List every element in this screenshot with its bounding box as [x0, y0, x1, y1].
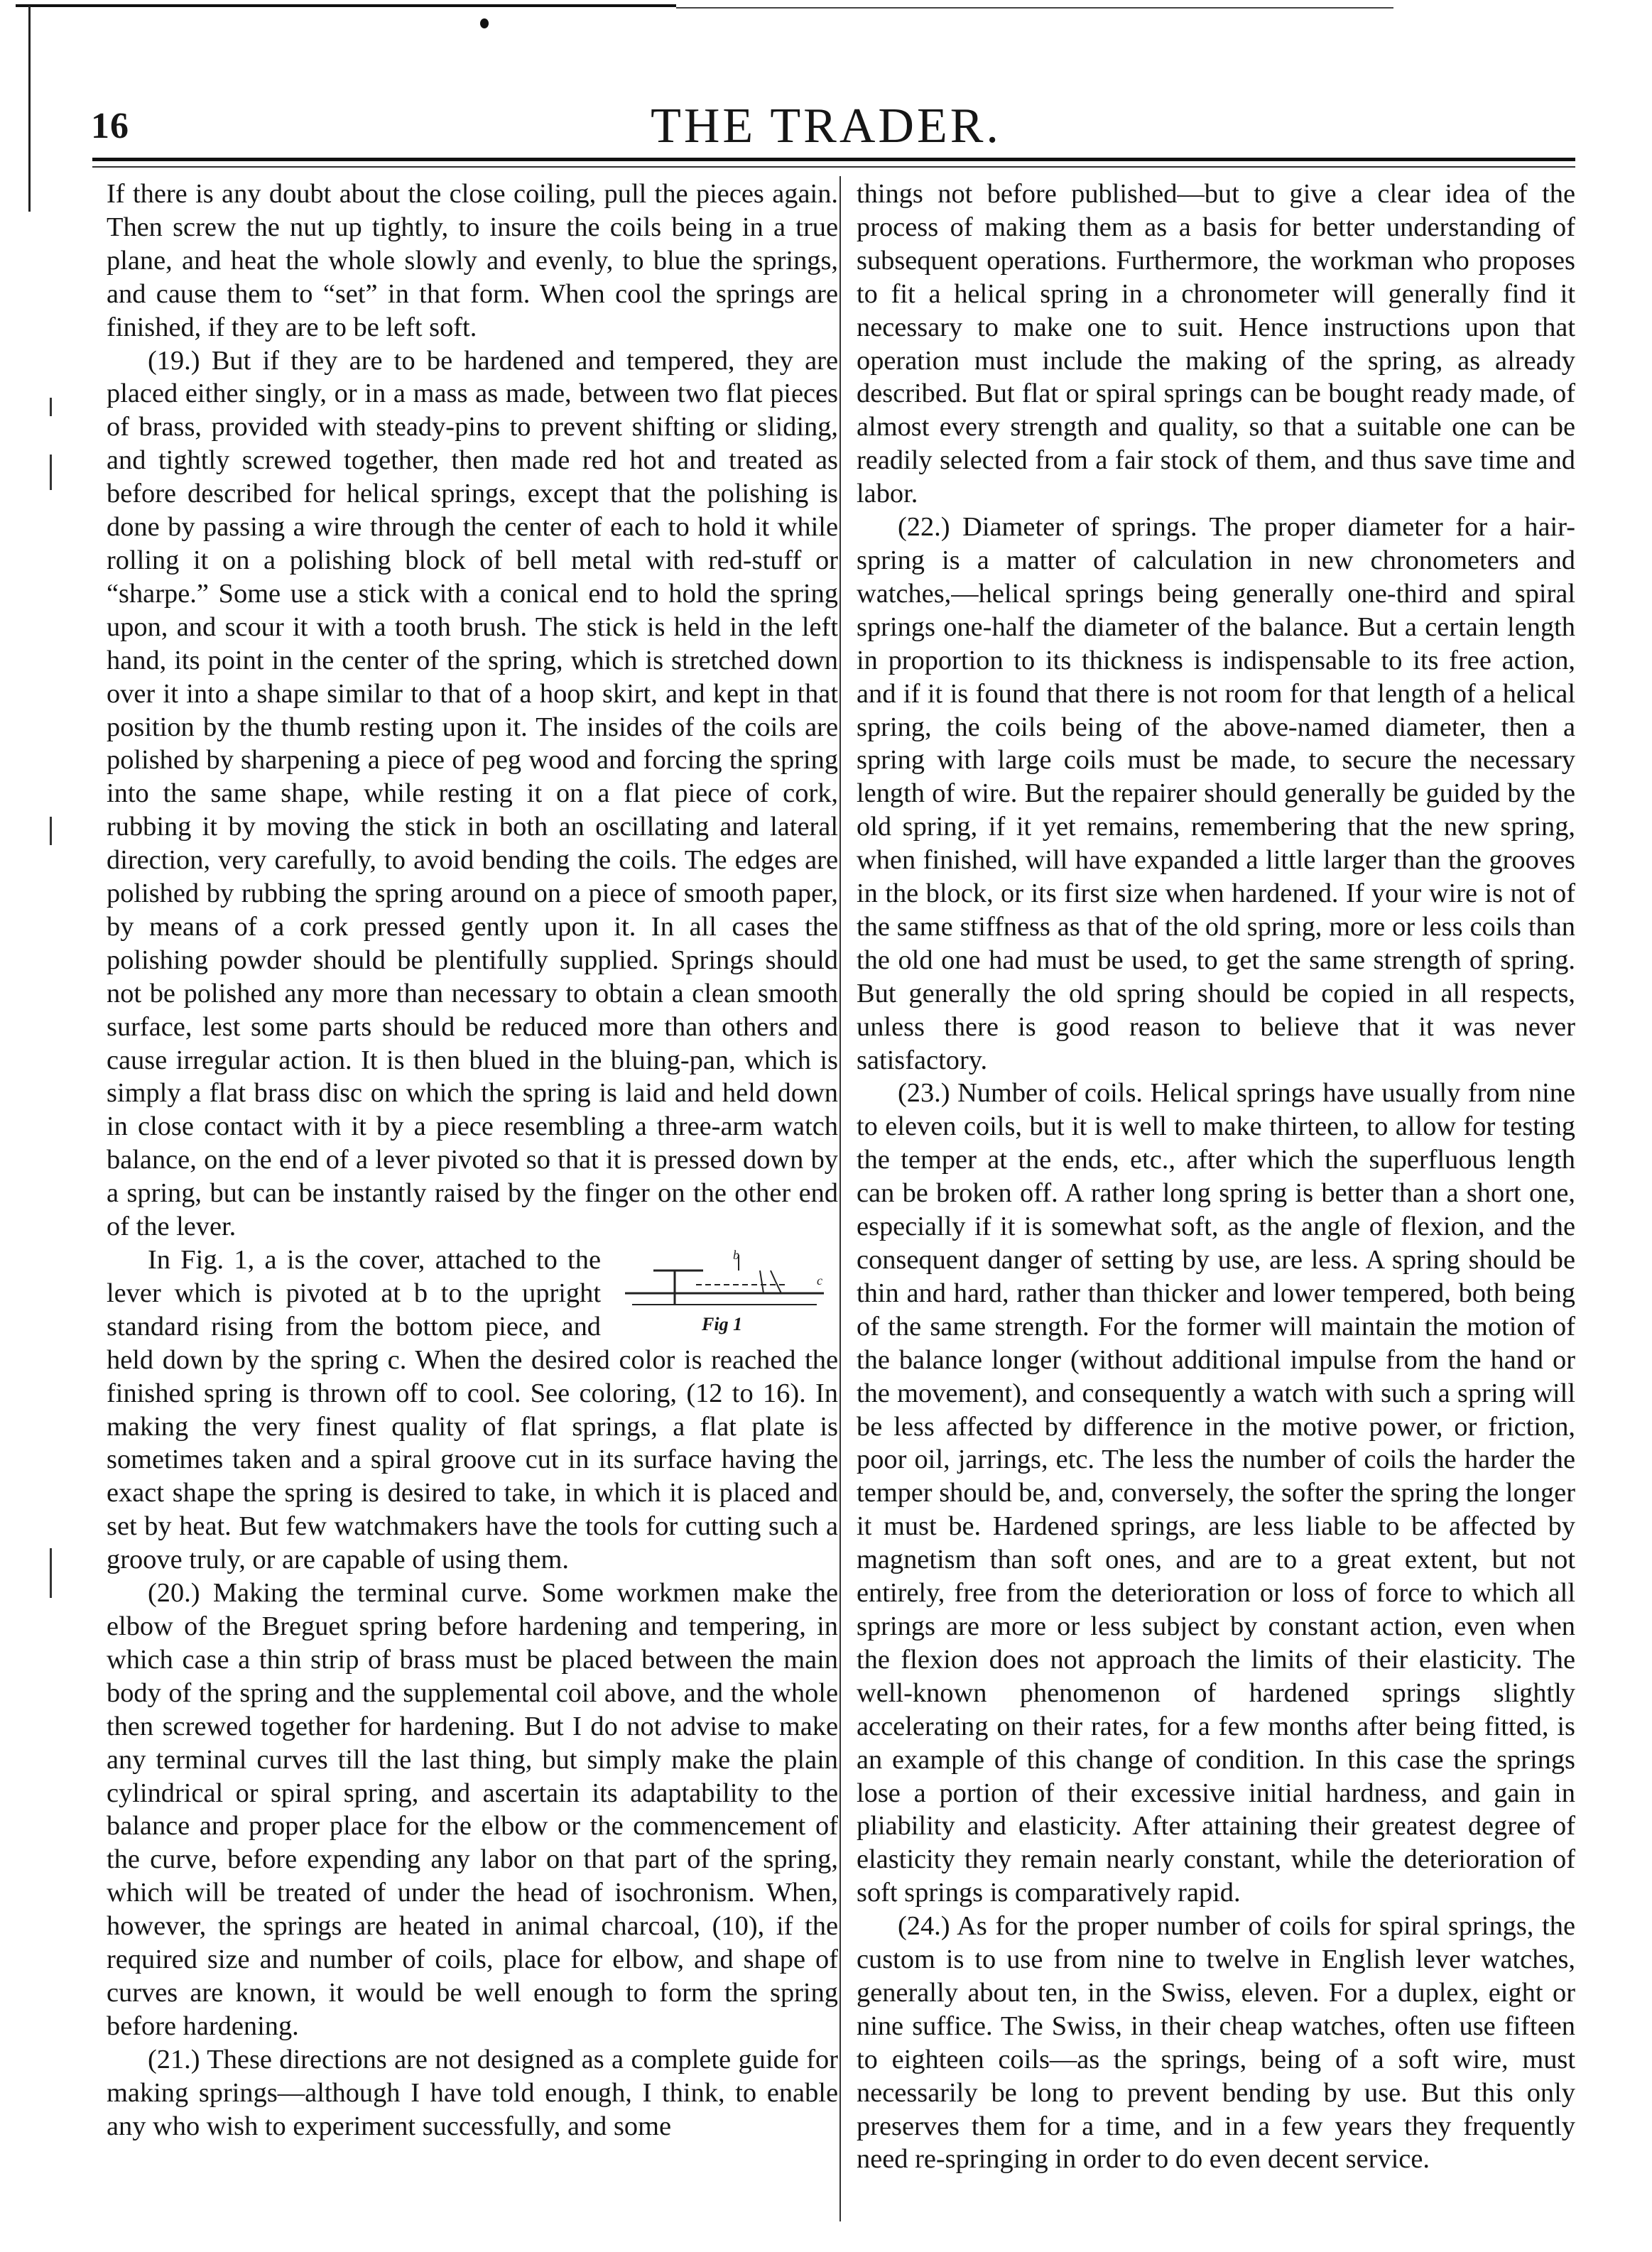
svg-text:b: b [733, 1249, 739, 1262]
paragraph-21-continued: things not before published—but to give a clear idea of the process of making them as a basis for better understanding of subsequent operations. Furthermore, the workman who proposes to fit a helical spring in a chronometer will generally find it necessary to make one to suit. Hence instructions upon that operation must include the making of the spring, as already described. But flat or spiral springs can be bought ready made, of almost every strength and quality, so that a suitable one can be readily selected from a fair stock of them, and thus save time and labor. [857, 179, 1575, 509]
top-border-rule [16, 4, 676, 7]
column-divider [839, 176, 841, 2221]
margin-mark [50, 455, 52, 490]
paragraph-20: (20.) Making the terminal curve. Some workmen make the elbow of the Breguet spring before hardening and tempering, in which case a thin strip of brass must be placed between the main body of the spring and the supplemental coil above, and the whole then screwed together for hardening. But I do not advise to make any terminal curves till the last thing, but simply make the plain cylindrical or spiral spring, and ascertain its adaptability to the balance and proper place for the elbow or the commencement of the curve, before expending any labor on that part of the spring, which will be treated of under the head of isochronism. When, however, the springs are heated in animal charcoal, (10), if the required size and number of coils, place for elbow, and shape of curves are known, it would be well enough to form the spring before hardening. [107, 1578, 838, 2041]
figure-1 [611, 1249, 838, 1342]
paragraph-21: (21.) These directions are not designed as a complete guide for making springs—although I have told enough, I think, to enable any who wish to experiment successfully, and some [107, 2044, 838, 2141]
paragraph-figure-text: In Fig. 1, a is the cover, attached to the lever which is pivoted at b to the upright standard rising from the bottom piece, and held down by the spring c. When the desired color is reached the finished spring is thrown off to cool. See coloring, (12 to 16). In making the very finest quality of flat springs, a flat plate is sometimes taken and a spiral groove cut in its surface having the exact shape the spring is desired to take, in which it is placed and set by heat. But few watchmakers have the tools for cutting such a groove truly, or are capable of using them. [107, 1245, 838, 1575]
header-rule-thick [92, 158, 1575, 161]
header-rule-thin [92, 166, 1575, 168]
ink-dot [480, 18, 489, 28]
paragraph-19: (19.) But if they are to be hardened and tempered, they are placed either singly, or in a mass as made, between two flat pieces of brass, provided with steady-pins to prevent shifting or sliding, and tightly screwed together, then made red hot and treated as before described for helical springs, except that the polishing is done by passing a wire through the center of each to hold it while rolling it on a polishing block of bell metal with red-stuff or “sharpe.” Some use a stick with a conical end to hold the spring upon, and scour it with a tooth brush. The stick is held in the left hand, its point in the center of the spring, which is stretched down over it into a shape similar to that of a hoop skirt, and kept in that position by the thumb resting upon it. The insides of the coils are polished by sharpening a piece of peg wood and forcing the spring into the same shape, while resting it on a flat piece of cork, rubbing it by moving the stick in both an oscillating and lateral direction, very carefully, to avoid bending the coils. The edges are polished by rubbing the spring around on a piece of smooth paper, by means of a cork pressed gently upon it. In all cases the polishing powder should be plentifully supplied. Springs should not be polished any more than necessary to obtain a clean smooth surface, lest some parts should be reduced more than others and cause irregular action. It is then blued in the bluing-pan, which is simply a flat brass disc on which the spring is laid and held down in close contact with it by a piece resembling a three-arm watch balance, on the end of a lever pivoted so that it is pressed down by a spring, but can be instantly raised by the finger on the other end of the lever. [107, 345, 838, 1242]
margin-mark [50, 817, 52, 845]
margin-mark [50, 1548, 52, 1598]
figure-caption: Fig 1 [702, 1314, 743, 1335]
paragraph-figure-description [107, 1244, 838, 1577]
top-border-rule-tail [676, 7, 1393, 9]
paragraph-continuation: If there is any doubt about the close coiling, pull the pieces again. Then screw the nut up tightly, to insure the coils being in a true plane, and heat the whole slowly and evenly, to blue the springs, and cause them to “set” in that form. When cool the springs are finished, if they are to be left soft. [107, 179, 838, 342]
left-column [107, 178, 838, 2143]
right-column [857, 178, 1575, 2176]
paragraph-23: (23.) Number of coils. Helical springs have usually from nine to eleven coils, but it is well to make thirteen, to allow for testing the temper at the ends, etc., after which the superfluous length can be broken off. A rather long spring is better than a short one, especially if it is somewhat soft, as the angle of flexion, and the consequent danger of setting by use, are less. A spring should be thin and hard, rather than thicker and lower tempered, both being of the same strength. For the former will maintain the motion of the balance longer (without additional impulse from the hand or the movement), and consequently a watch with such a spring will be less affected by difference in the motive power, or friction, poor oil, jarrings, etc. The less the number of coils the harder the temper should be, and, conversely, the softer the spring the longer it must be. Hardened springs, are less liable to be affected by magnetism than soft ones, and are to a great extent, but not entirely, free from the deterioration or loss of force to which all springs are more or less subject by constant action, even when the flexion does not approach the limits of their elasticity. The well-known phenomenon of hardened springs slightly accelerating on their rates, for a few months after being fitted, is an example of this change of condition. In this case the springs lose a portion of their excessive initial hardness, and gain in pliability and elasticity. After attaining their greatest degree of elasticity they remain nearly constant, while the deterioration of soft springs is comparatively rapid. [857, 1078, 1575, 1908]
svg-text:c: c [817, 1273, 822, 1288]
publication-masthead: THE TRADER. [651, 99, 1001, 153]
paragraph-22: (22.) Diameter of springs. The proper diameter for a hair-spring is a matter of calculation in new chronometers and watches,—helical springs being generally one-third and spiral springs one-half the diameter of the balance. But a certain length in proportion to its thickness is indispensable to its free action, and if it is found that there is not room for that length of a helical spring, the coils being of the above-named diameter, then a spring with large coils must be made, to secure the necessary length of wire. But the repairer should generally be guided by the old spring, if it yet remains, remembering that the new spring, when finished, will have expanded a little larger than the grooves in the block, or its first size when hardened. If your wire is not of the same stiffness as that of the old spring, more or less coils than the old one had must be used, to get the same strength of spring. But generally the old spring should be copied in all respects, unless there is good reason to believe that it was never satisfactory. [857, 512, 1575, 1075]
margin-scan-marks [0, 0, 85, 2252]
margin-mark [50, 398, 52, 416]
page-number: 16 [91, 106, 129, 146]
paragraph-24: (24.) As for the proper number of coils for spiral springs, the custom is to use from nine to twelve in English lever watches, generally about ten, in the Swiss, eleven. For a duplex, eight or nine suffice. The Swiss, in their cheap watches, often use fifteen to eighteen coils—as the springs, being of a soft wire, must necessarily be long to prevent bending by use. But this only preserves them for a time, and in a few years they frequently need re-springing in order to do even decent service. [857, 1911, 1575, 2175]
